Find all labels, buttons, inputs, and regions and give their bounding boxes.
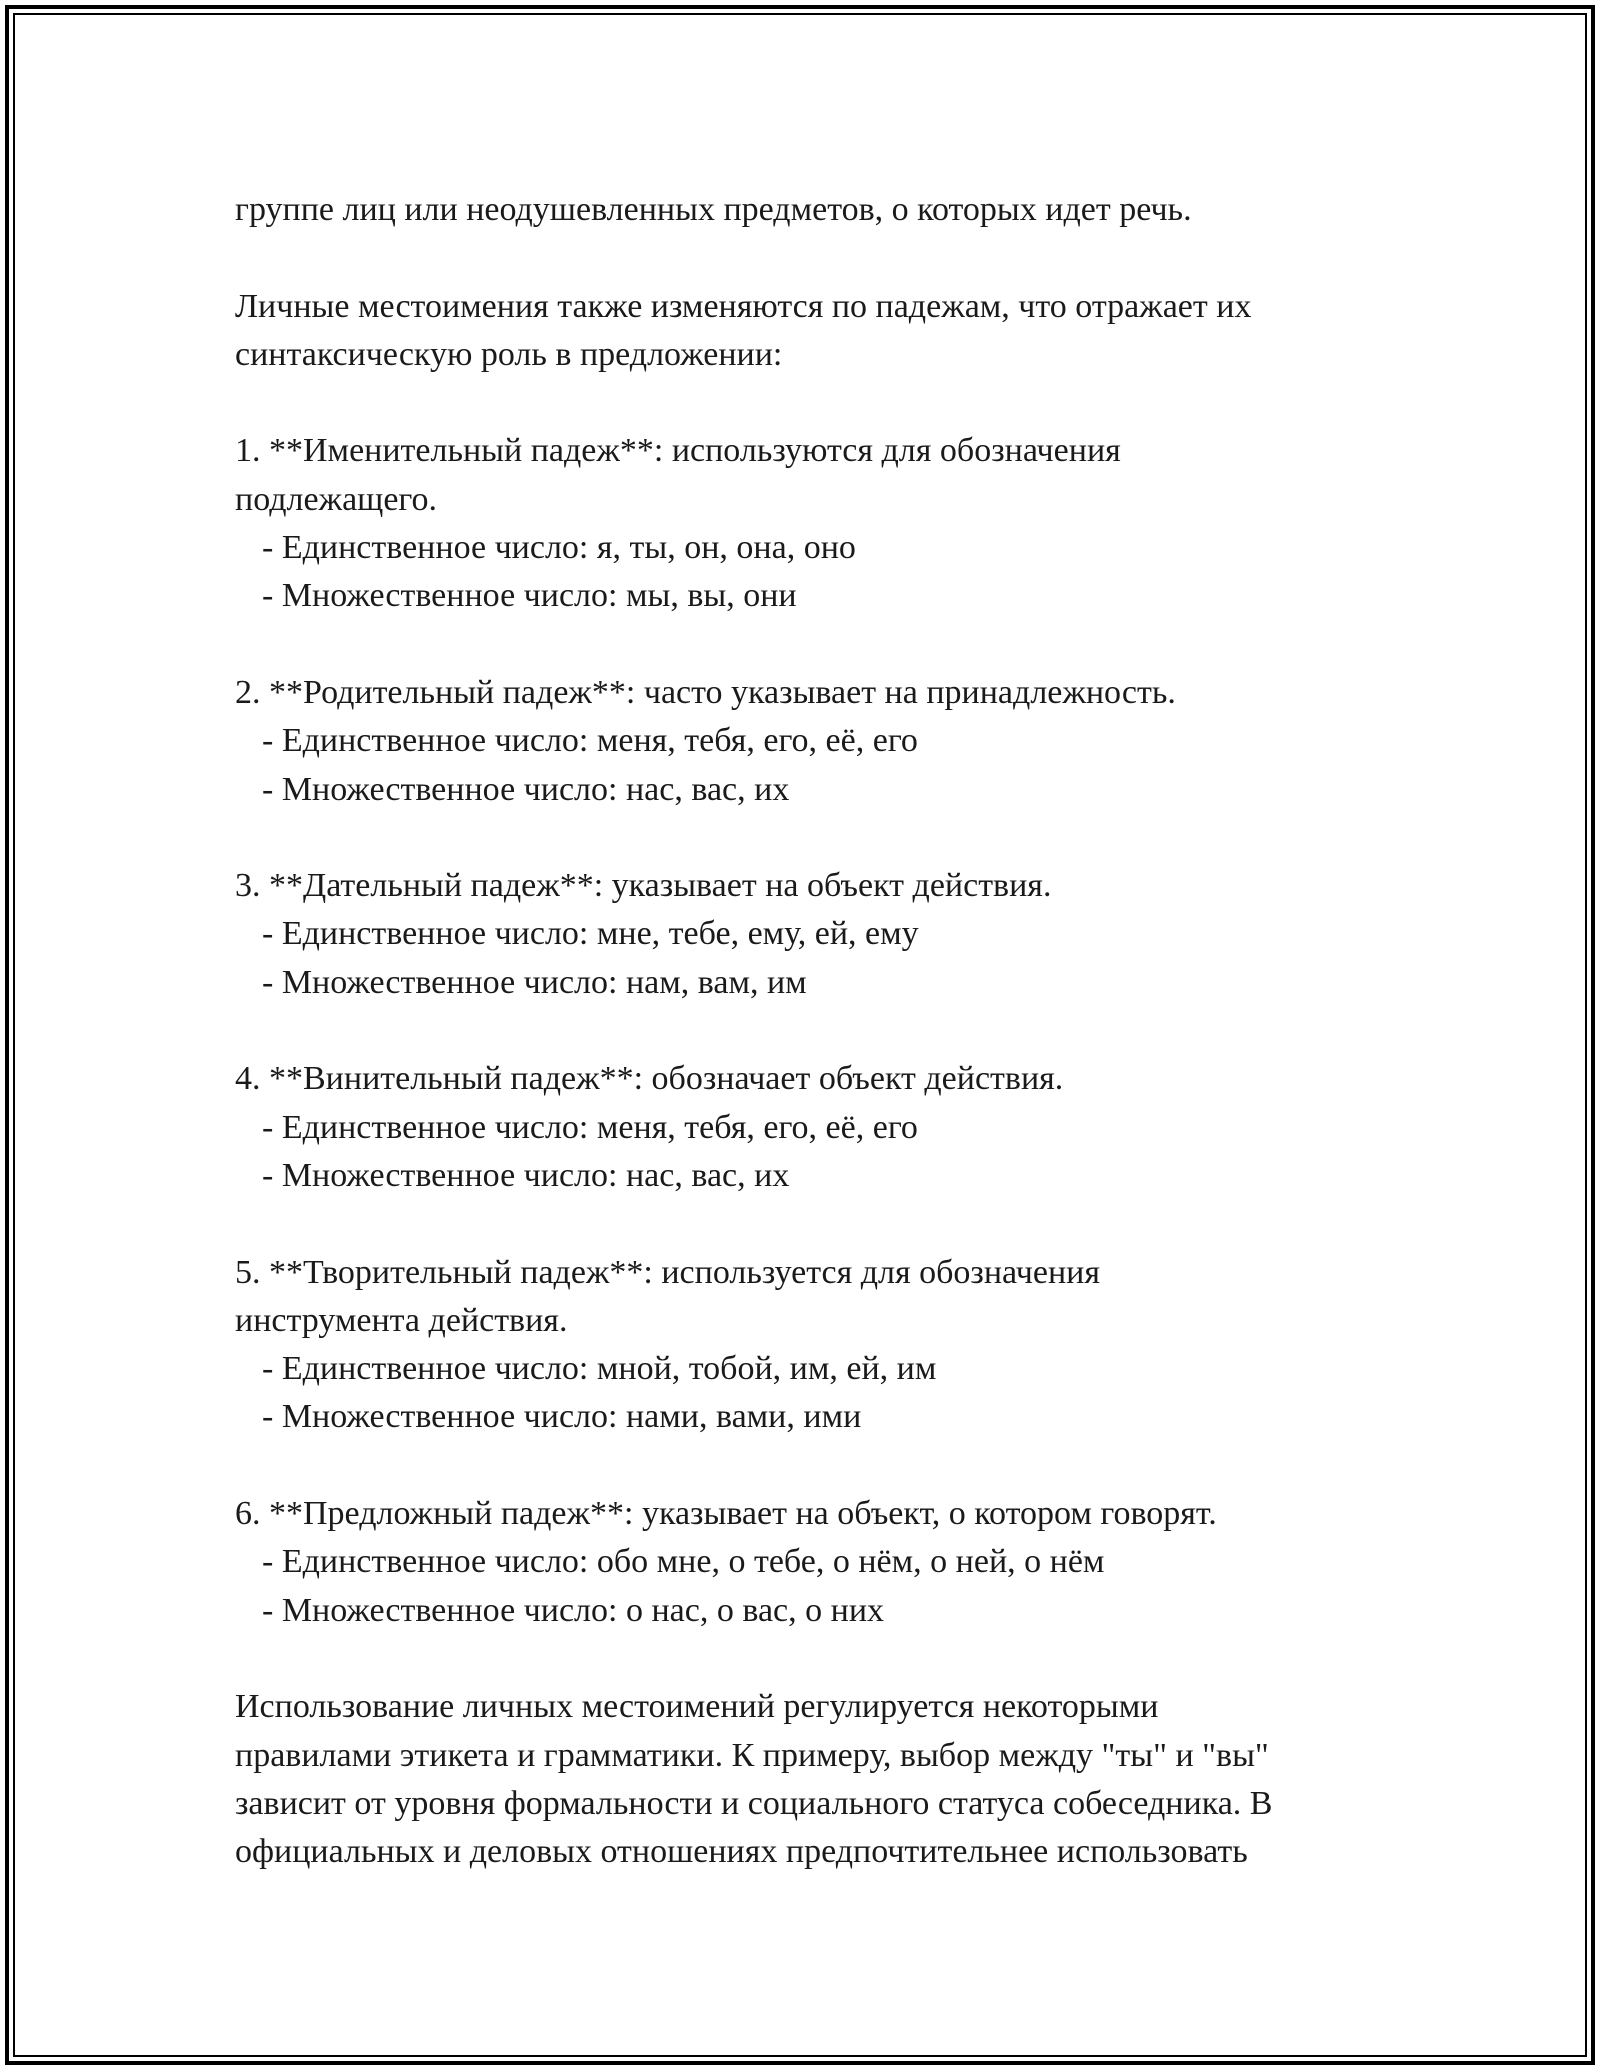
case-item-nominative [235,427,1415,620]
case-singular: - Единственное число: я, ты, он, она, оно [262,529,856,567]
case-plural: - Множественное число: мы, вы, они [262,577,797,615]
case-plural: - Множественное число: о нас, о вас, о них [262,1591,885,1629]
case-item-accusative [235,1055,1415,1200]
closing-paragraph [235,1683,1415,1876]
case-item-instrumental [235,1249,1415,1442]
case-item-dative [235,862,1415,1007]
case-heading: 2. **Родительный падеж**: часто указывает на принадлежность. [235,673,1176,711]
case-singular: - Единственное число: обо мне, о тебе, о нём, о ней, о нём [262,1543,1105,1581]
case-heading: 6. **Предложный падеж**: указывает на объект, о котором говорят. [235,1495,1217,1533]
case-singular: - Единственное число: мне, тебе, ему, ей, ему [262,915,919,953]
case-heading: 4. **Винительный падеж**: обозначает объект действия. [235,1060,1064,1098]
case-heading: 3. **Дательный падеж**: указывает на объект действия. [235,867,1052,905]
case-heading: подлежащего. [235,480,438,518]
case-singular: - Единственное число: мной, тобой, им, ей, им [262,1350,937,1388]
paragraph-line: Использование личных местоимений регулируется некоторыми [235,1688,1159,1726]
paragraph-line: правилами этикета и грамматики. К примеру, выбор между "ты" и "вы" [235,1736,1269,1774]
case-plural: - Множественное число: нас, вас, их [262,1156,790,1194]
paragraph-line: официальных и деловых отношениях предпочтительнее использовать [235,1833,1248,1871]
case-item-genitive [235,669,1415,814]
case-heading: инструмента действия. [235,1301,568,1339]
intro-continuation: группе лиц или неодушевленных предметов, о которых идет речь. [235,191,1192,228]
case-plural: - Множественное число: нас, вас, их [262,770,790,808]
case-heading: 1. **Именительный падеж**: используются для обозначения [235,432,1121,470]
paragraph-line: синтаксическую роль в предложении: [235,335,783,373]
paragraph-line: зависит от уровня формальности и социального статуса собеседника. В [235,1784,1273,1822]
case-singular: - Единственное число: меня, тебя, его, её, его [262,1108,918,1146]
case-plural: - Множественное число: нами, вами, ими [262,1398,862,1436]
case-heading: 5. **Творительный падеж**: используется для обозначения [235,1253,1101,1291]
case-plural: - Множественное число: нам, вам, им [262,963,807,1001]
case-singular: - Единственное число: меня, тебя, его, её, его [262,722,918,760]
paragraph-line: Личные местоимения также изменяются по падежам, что отражает их [235,287,1252,325]
document-body [235,186,1415,1876]
case-item-prepositional [235,1490,1415,1635]
cases-intro-paragraph [235,283,1415,380]
